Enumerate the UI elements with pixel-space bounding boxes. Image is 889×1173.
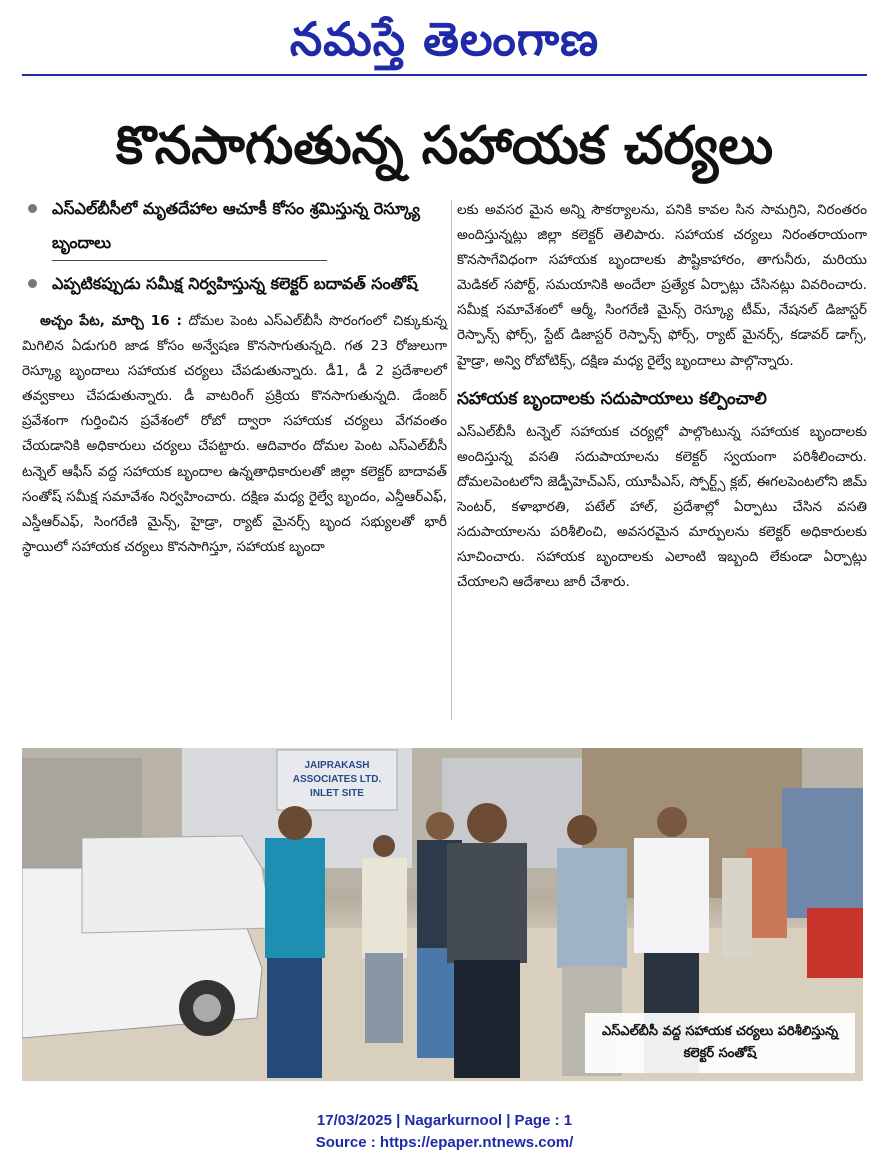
news-photo — [22, 748, 863, 1081]
article-paragraph: లకు అవసర మైన అన్ని సౌకర్యాలను, పనికి కావల సిన సామగ్రిని, నిరంతరం అందిస్తున్నట్లు జిల్లా కలెక్టర్ తెలిపారు. సహాయక చర్యలు నిరంతరాయంగా కొనసాగేవిధంగా సహాయక బృందాలకు పౌష్టికాహారం, తాగునీరు, మరియు మెడికల్ సపోర్ట్, సమయానికి అందేలా ప్రత్యేక ఏర్పాట్లు చేసినట్లు వివరించారు. సమీక్ష సమావేశంలో ఆర్మీ, సింగరేణి మైన్స్ రెస్క్యూ టీమ్, నేషనల్ డిజాస్టర్ రెస్పాన్స్ ఫోర్స్, స్టేట్ డిజాస్టర్ రెస్పాన్స్ ఫోర్స్, ర్యాట్ మైనర్స్, కడావర్ డాగ్స్, హైడ్రా, అన్వి రోబోటిక్స్, దక్షిణ మధ్య రైల్వే బృందాలు పాల్గొన్నారు. — [457, 202, 867, 369]
masthead-title: నమస్తే తెలంగాణ — [289, 12, 600, 66]
right-column — [457, 192, 867, 595]
bullet-point — [22, 267, 447, 301]
bullet-dot-icon — [28, 204, 37, 213]
footer-source: Source : https://epaper.ntnews.com/ — [315, 1134, 574, 1151]
article-text: దోమల పెంట ఎస్‌ఎల్‌బీసీ సొరంగంలో చిక్కుకున్న మిగిలిన ఏడుగురి జాడ కోసం అన్వేషణ కొనసాగుతున్నది. గత 23 రోజులుగా రెస్క్యూ బృందాలు సహాయక చర్యలు చేపడుతున్నారు. డీ1, డీ 2 ప్రదేశాలలో తవ్వకాలు చేపడుతున్నారు. డీ వాటరింగ్ ప్రక్రియ కొనసాగుతున్నది. డేంజర్ ప్రవేశంగా గుర్తించిన ప్రవేశంలో రోబో ద్వారా సహాయక చర్యలు వేగవంతం చేయడానికి అధికారులు చర్యలు చేపట్టారు. ఆదివారం దోమల పెంట ఎస్‌ఎల్‌బీసీ టన్నెల్ ఆఫీస్ వద్ద సహాయక బృందాల ఉన్నతాధికారులతో జిల్లా కలెక్టర్ బాదావత్ సంతోష్ సమీక్ష సమావేశం నిర్వహించారు. దక్షిణ మధ్య రైల్వే బృందం, ఎన్డీఆర్ఎఫ్, ఎస్డీఆర్ఎఫ్, సింగరేణి మైన్స్, హైడ్రా, ర్యాట్ మైనర్స్ బృంద సభ్యులతో భారీ స్థాయిలో సహాయక చర్యలు కొనసాగిస్తూ, సహాయక బృందా — [22, 313, 447, 555]
headline: కొనసాగుతున్న సహాయక చర్యలు — [115, 116, 774, 176]
signboard-text: JAIPRAKASH ASSOCIATES LTD. INLET SITE — [292, 760, 382, 799]
article-paragraph — [22, 309, 447, 560]
bullet-text: ఎప్పటికప్పుడు సమీక్ష నిర్వహిస్తున్న కలెక్టర్ బదావత్ సంతోష్ — [52, 274, 418, 293]
bullet-underline — [52, 260, 327, 261]
photo-caption: ఎస్ఎల్‌బీసీ వద్ద సహాయక చర్యలు పరిశీలిస్తున్న కలెక్టర్ సంతోష్ — [585, 1013, 855, 1073]
bullet-dot-icon — [28, 279, 37, 288]
subheading: సహాయక బృందాలకు సదుపాయాలు కల్పించాలి — [457, 388, 767, 409]
page-footer — [0, 1110, 889, 1154]
footer-date-edition: 17/03/2025 | Nagarkurnool | Page : 1 — [316, 1112, 573, 1129]
bullet-point — [22, 192, 447, 260]
masthead-rule — [22, 74, 867, 76]
left-column — [22, 192, 447, 560]
bullet-text: ఎస్‌ఎల్‌బీసీలో మృతదేహాల ఆచూకీ కోసం శ్రమిస్తున్న రెస్క్యూ బృందాలు — [52, 199, 420, 252]
article-paragraph: ఎస్ఎల్‌బీసీ టన్నెల్ సహాయక చర్యల్లో పాల్గొంటున్న సహాయక బృందాలకు అందిస్తున్న వసతి సదుపాయాలను కలెక్టర్ స్వయంగా పరిశీలించారు. దోమలపెంటలోని జెడ్పీహెచ్‌ఎస్, యూపీఎస్, స్పోర్ట్స్ క్లబ్, ఈగలపెంటలోని జిమ్ సెంటర్, కళాభారతి, పటేల్ హాల్, ప్రదేశాల్లో ఏర్పాటు చేసిన వసతి సదుపాయాలను పరిశీలించి, అవసరమైన మార్పులను కలెక్టర్ అధికారులకు సూచించారు. సహాయక బృందాలకు ఎలాంటి ఇబ్బంది లేకుండా ఏర్పాట్లు చేయాలని ఆదేశాలు జారీ చేశారు. — [457, 423, 867, 591]
dateline: అచ్చం పేట, మార్చి 16 : — [40, 313, 182, 329]
column-divider — [451, 200, 452, 720]
